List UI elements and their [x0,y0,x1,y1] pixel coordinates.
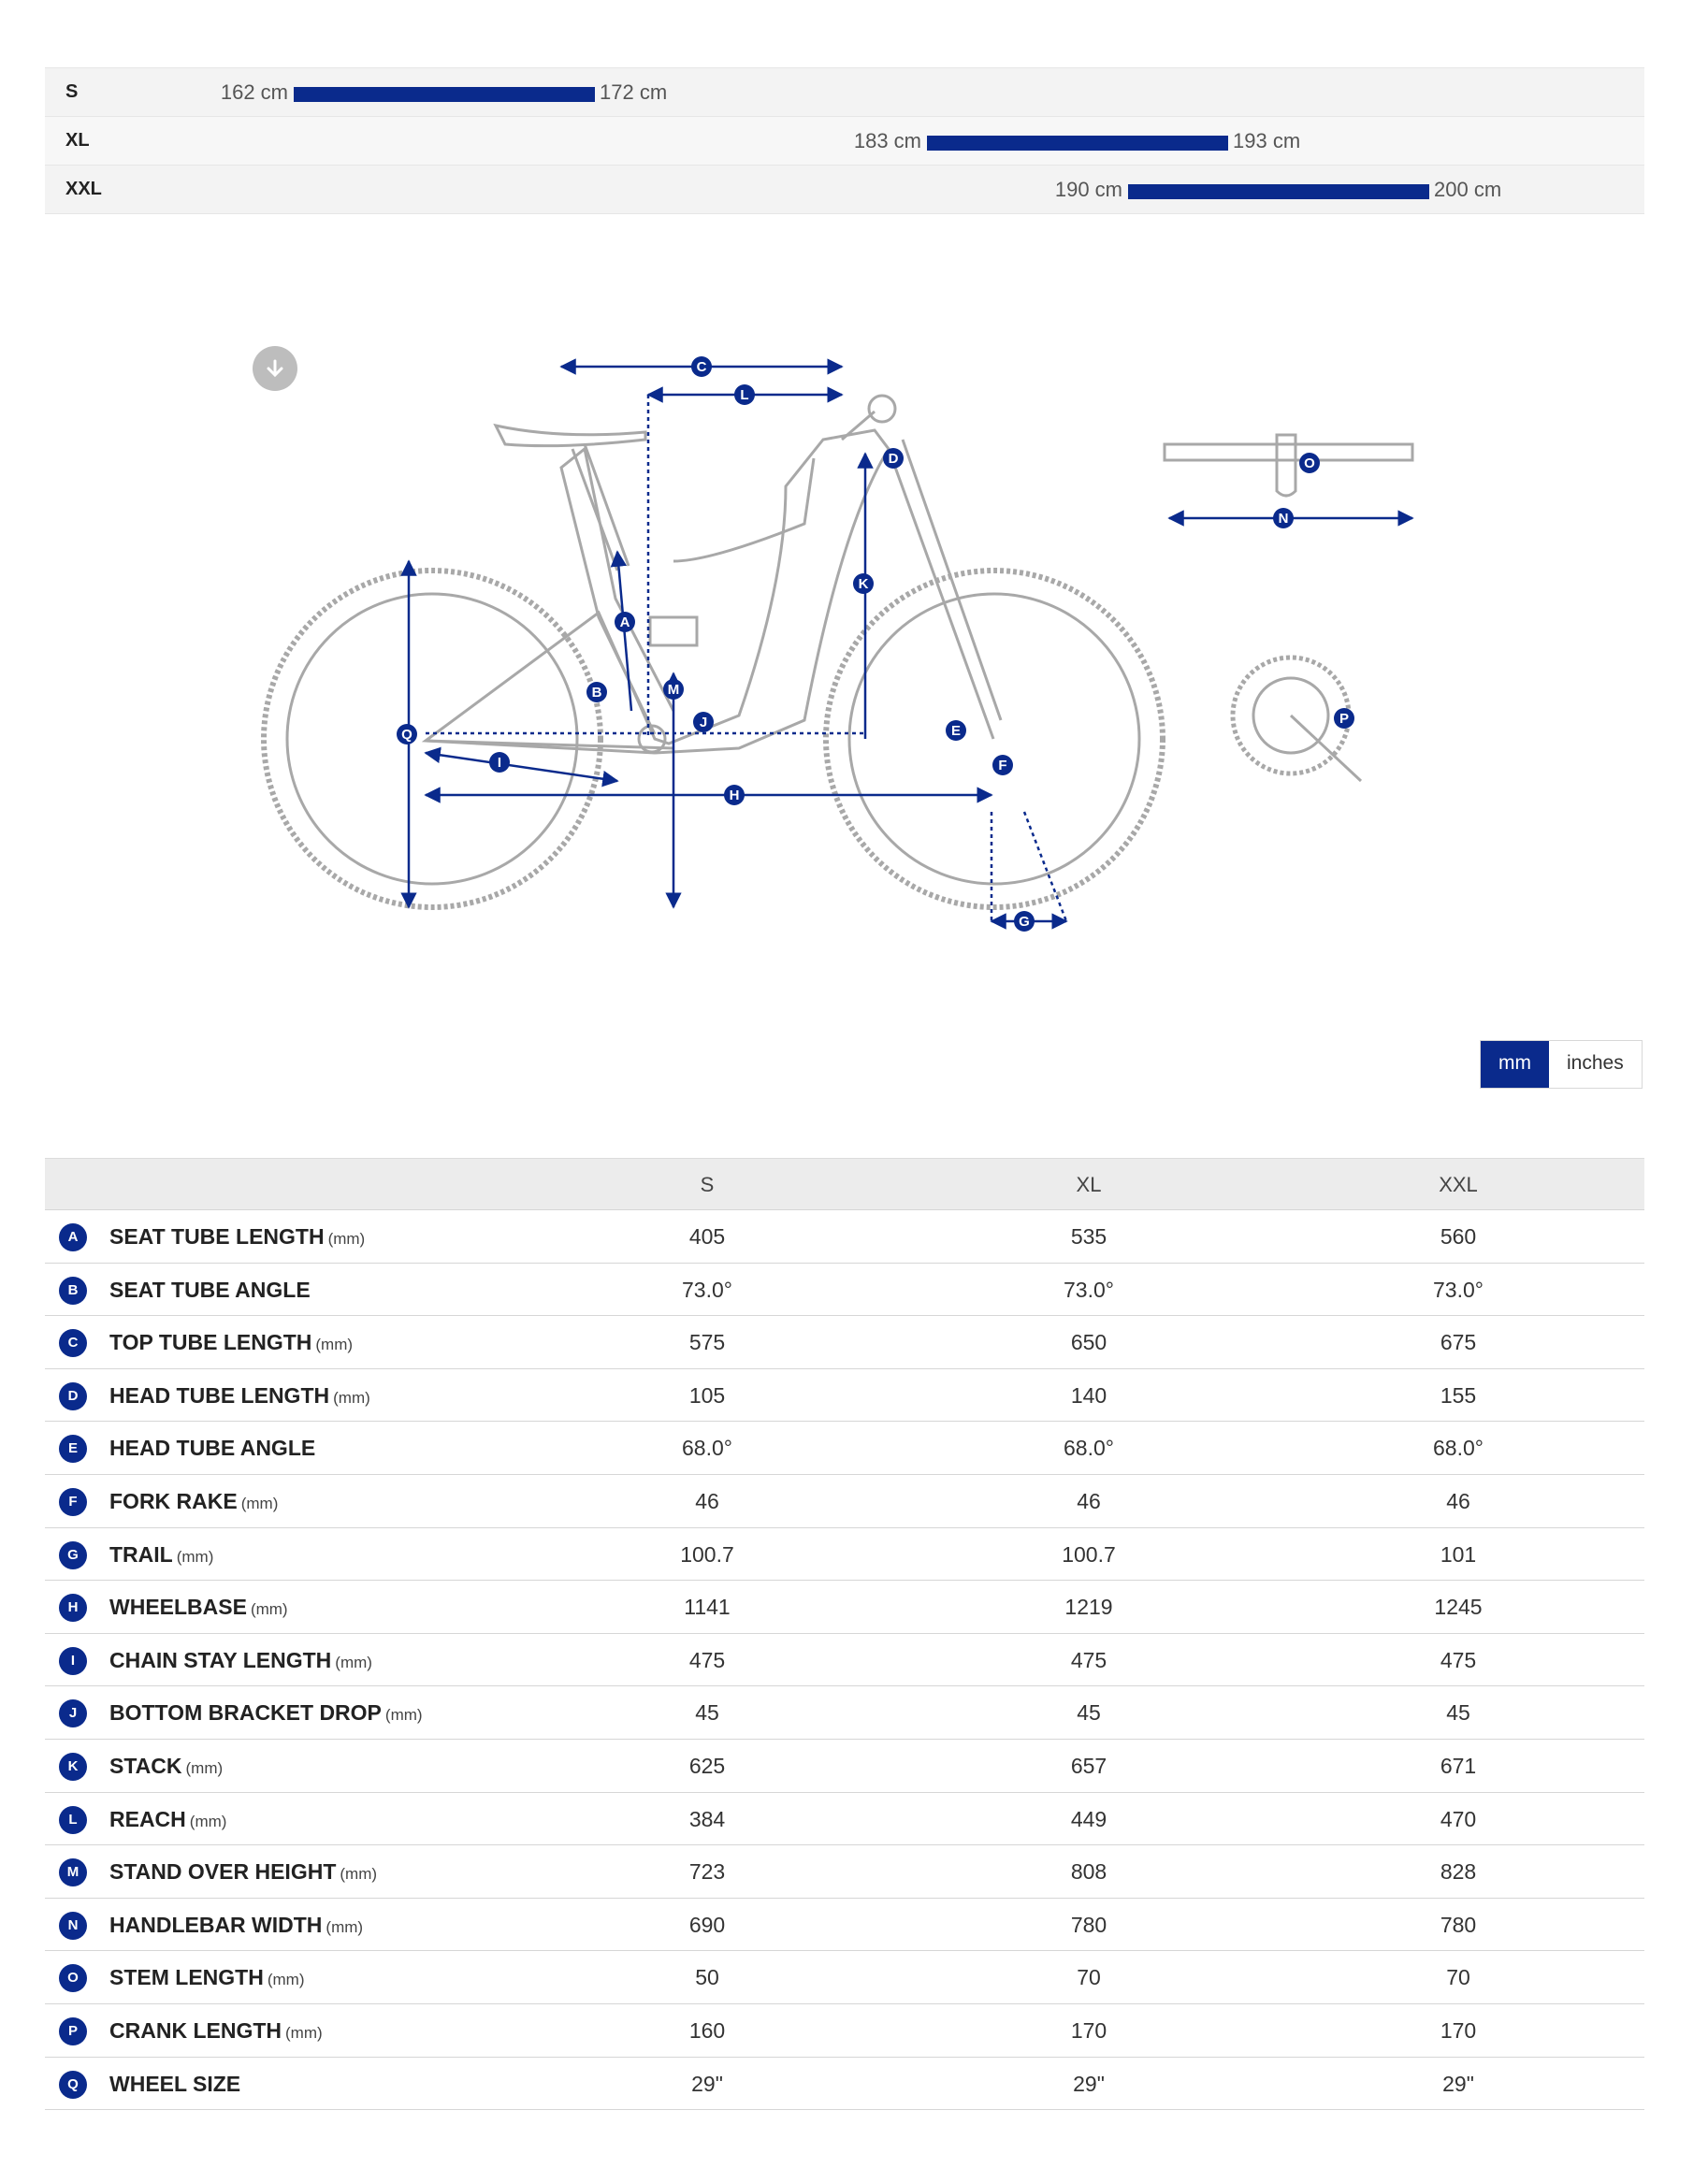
value-xl: 780 [1070,1912,1107,1937]
measure-unit: (mm) [285,2023,323,2042]
measure-label [109,1581,288,1636]
height-min: 183 cm [853,129,921,152]
diagram-label-b [586,682,607,702]
value-xl: 170 [1070,2017,1107,2043]
value-xl: 29" [1073,2071,1105,2096]
measure-name: WHEELBASE [109,1595,247,1620]
table-row [45,2004,1644,2058]
value-xxl: 1245 [1434,1595,1483,1620]
table-row [45,1369,1644,1423]
table-row [45,1475,1644,1528]
svg-text:F: F [998,758,1007,773]
table-body [45,1209,1644,2110]
value-xxl: 155 [1440,1382,1477,1408]
measure-letter-badge: D [59,1382,87,1410]
measure-label [109,2058,244,2113]
measure-name: CHAIN STAY LENGTH [109,1647,332,1672]
svg-text:A: A [619,614,630,630]
measure-name: FORK RAKE [109,1488,238,1513]
column-header-s: S [700,1173,715,1196]
value-xxl: 70 [1446,1965,1470,1990]
measure-letter-badge: P [59,2017,87,2045]
table-row [45,1316,1644,1369]
measure-unit: (mm) [185,1758,224,1777]
rider-height-chart [45,67,1644,214]
table-row [45,1422,1644,1475]
value-xl: 70 [1077,1965,1101,1990]
saddle [496,426,645,446]
value-xxl: 46 [1446,1488,1470,1513]
height-min: 162 cm [220,80,288,104]
value-xxl: 470 [1440,1806,1477,1831]
value-xl: 73.0° [1064,1277,1114,1302]
measure-letter-badge: G [59,1541,87,1569]
svg-text:G: G [1019,914,1030,930]
value-s: 384 [688,1806,726,1831]
measure-label [109,1686,423,1742]
value-xl: 46 [1077,1488,1101,1513]
value-xl: 449 [1070,1806,1107,1831]
value-xl: 475 [1070,1647,1107,1672]
measure-name: HEAD TUBE LENGTH [109,1382,330,1408]
front-wheel [826,571,1163,907]
table-row [45,1740,1644,1793]
height-range-bar [927,136,1228,151]
value-s: 405 [688,1224,726,1249]
value-xxl: 73.0° [1433,1277,1484,1302]
diagram-label-q [397,724,417,744]
height-size-label: XXL [65,179,102,199]
value-xl: 535 [1070,1224,1107,1249]
diagram-label-c [691,356,712,377]
value-s: 1141 [684,1595,731,1620]
height-row-xl [45,116,1644,165]
diagram-label-g [1014,911,1035,932]
table-row [45,1264,1644,1317]
height-size-label: S [65,81,79,102]
measure-letter-badge: Q [59,2071,87,2099]
measure-letter-badge: E [59,1435,87,1463]
unit-mm-button[interactable]: mm [1481,1041,1549,1088]
table-row [45,1528,1644,1582]
unit-toggle [1480,1040,1643,1089]
measure-label [109,1899,363,1954]
value-s: 575 [688,1330,726,1355]
bike-frame [426,430,889,753]
table-row [45,1793,1644,1846]
measure-letter-badge: F [59,1488,87,1516]
svg-text:B: B [591,685,602,701]
value-s: 68.0° [682,1436,732,1461]
measure-name: TOP TUBE LENGTH [109,1330,312,1355]
svg-text:Q: Q [401,727,413,743]
table-row [45,1686,1644,1740]
value-xxl: 29" [1442,2071,1474,2096]
value-s: 475 [688,1647,726,1672]
diagram-label-j [693,712,714,732]
svg-text:J: J [699,715,708,730]
value-xxl: 828 [1440,1859,1477,1885]
measure-name: STEM LENGTH [109,1965,264,1990]
diagram-label-n [1273,508,1294,528]
measure-name: SEAT TUBE ANGLE [109,1277,311,1302]
measure-label [109,1316,353,1371]
measure-name: WHEEL SIZE [109,2071,241,2096]
measure-unit: (mm) [335,1653,372,1671]
measure-label [109,1845,377,1901]
table-row [45,1951,1644,2004]
table-row [45,1209,1644,1264]
column-header-xxl: XXL [1439,1173,1478,1196]
svg-text:P: P [1339,711,1350,727]
diagram-label-e [946,720,966,741]
measure-label [109,1369,370,1424]
diagram-label-d [883,448,904,469]
measure-unit: (mm) [176,1547,214,1566]
svg-text:I: I [497,755,502,771]
measure-unit: (mm) [340,1865,378,1884]
height-max: 193 cm [1233,129,1301,152]
value-s: 50 [695,1965,719,1990]
value-xl: 657 [1070,1753,1107,1778]
measure-unit: (mm) [240,1494,279,1512]
value-xl: 140 [1070,1382,1107,1408]
measure-unit: (mm) [267,1971,305,1989]
value-s: 723 [688,1859,726,1885]
value-s: 45 [695,1700,719,1726]
height-range-bar [294,87,595,102]
svg-text:C: C [696,359,707,375]
table-header [45,1158,1644,1209]
height-range-bar [1128,184,1429,199]
svg-text:N: N [1278,511,1289,527]
value-xl: 650 [1070,1330,1107,1355]
measure-unit: (mm) [326,1917,364,1936]
geometry-diagram [0,318,1708,1010]
height-row-xxl [45,165,1644,214]
value-xxl: 45 [1446,1700,1470,1726]
value-s: 73.0° [682,1277,732,1302]
measure-name: HANDLEBAR WIDTH [109,1912,323,1937]
value-xxl: 68.0° [1433,1436,1484,1461]
measure-label [109,2004,323,2060]
measure-name: SEAT TUBE LENGTH [109,1224,325,1249]
value-s: 625 [688,1753,726,1778]
measure-unit: (mm) [315,1336,354,1354]
measure-name: TRAIL [109,1541,173,1567]
height-min: 190 cm [1054,178,1122,201]
measure-name: CRANK LENGTH [109,2017,282,2043]
measure-label [109,1264,314,1319]
measure-label [109,1740,223,1795]
measure-letter-badge: K [59,1753,87,1781]
measure-unit: (mm) [327,1230,366,1248]
svg-text:H: H [729,788,740,803]
value-xl: 808 [1070,1859,1107,1885]
measure-name: STAND OVER HEIGHT [109,1859,337,1885]
svg-text:O: O [1304,455,1315,471]
table-row [45,1845,1644,1899]
measure-letter-badge: J [59,1699,87,1727]
measure-label [109,1951,305,2006]
measure-name: BOTTOM BRACKET DROP [109,1700,382,1726]
value-xxl: 675 [1440,1330,1477,1355]
measure-letter-badge: I [59,1647,87,1675]
measure-name: HEAD TUBE ANGLE [109,1436,316,1461]
measure-unit: (mm) [250,1600,288,1619]
measure-label [109,1475,278,1530]
value-xl: 100.7 [1062,1541,1116,1567]
table-row [45,1581,1644,1634]
measure-letter-badge: A [59,1223,87,1251]
measure-unit: (mm) [333,1388,370,1407]
measure-letter-badge: N [59,1912,87,1940]
svg-text:E: E [950,723,962,739]
rear-wheel [264,571,601,907]
height-max: 172 cm [600,80,668,104]
diagram-label-f [992,755,1013,775]
table-row [45,1634,1644,1687]
diagram-label-i [489,752,510,773]
value-xxl: 475 [1440,1647,1477,1672]
measure-unit: (mm) [384,1706,423,1725]
column-header-xl: XL [1076,1173,1102,1196]
table-row [45,1899,1644,1952]
measure-name: STACK [109,1753,182,1778]
diagram-label-h [724,785,745,805]
measure-label [109,1793,226,1848]
measure-label [109,1528,213,1583]
value-s: 105 [688,1382,726,1408]
value-xl: 45 [1077,1700,1101,1726]
value-s: 29" [691,2071,723,2096]
value-xl: 1219 [1064,1595,1113,1620]
svg-text:K: K [858,576,869,592]
unit-inches-button[interactable]: inches [1549,1041,1642,1088]
geometry-table [45,1158,1644,2110]
height-max: 200 cm [1434,178,1502,201]
value-s: 690 [688,1912,726,1937]
value-s: 160 [688,2017,726,2043]
measure-letter-badge: L [59,1806,87,1834]
svg-text:L: L [740,387,749,403]
measure-label [109,1422,319,1477]
value-s: 100.7 [680,1541,734,1567]
measure-letter-badge: B [59,1277,87,1305]
svg-text:D: D [888,451,899,467]
measure-unit: (mm) [189,1812,227,1830]
diagram-label-p [1334,708,1354,729]
measure-name: REACH [109,1806,186,1831]
measure-letter-badge: O [59,1964,87,1992]
value-s: 46 [695,1488,719,1513]
measure-label [109,1634,372,1689]
value-xl: 68.0° [1064,1436,1114,1461]
diagram-label-m [663,679,684,700]
diagram-label-k [853,573,874,594]
measure-letter-badge: C [59,1329,87,1357]
svg-text:M: M [667,682,680,698]
measure-letter-badge: M [59,1858,87,1886]
height-row-s [45,67,1644,116]
measure-letter-badge: H [59,1594,87,1622]
value-xxl: 560 [1440,1224,1477,1249]
measure-label [109,1210,365,1265]
diagram-label-o [1299,453,1320,473]
table-row [45,2058,1644,2111]
height-size-label: XL [65,130,90,151]
value-xxl: 170 [1440,2017,1477,2043]
value-xxl: 101 [1440,1541,1477,1567]
value-xxl: 671 [1440,1753,1477,1778]
handlebar-detail [1165,435,1412,496]
diagram-label-a [615,612,635,632]
diagram-label-l [734,384,755,405]
value-xxl: 780 [1440,1912,1477,1937]
